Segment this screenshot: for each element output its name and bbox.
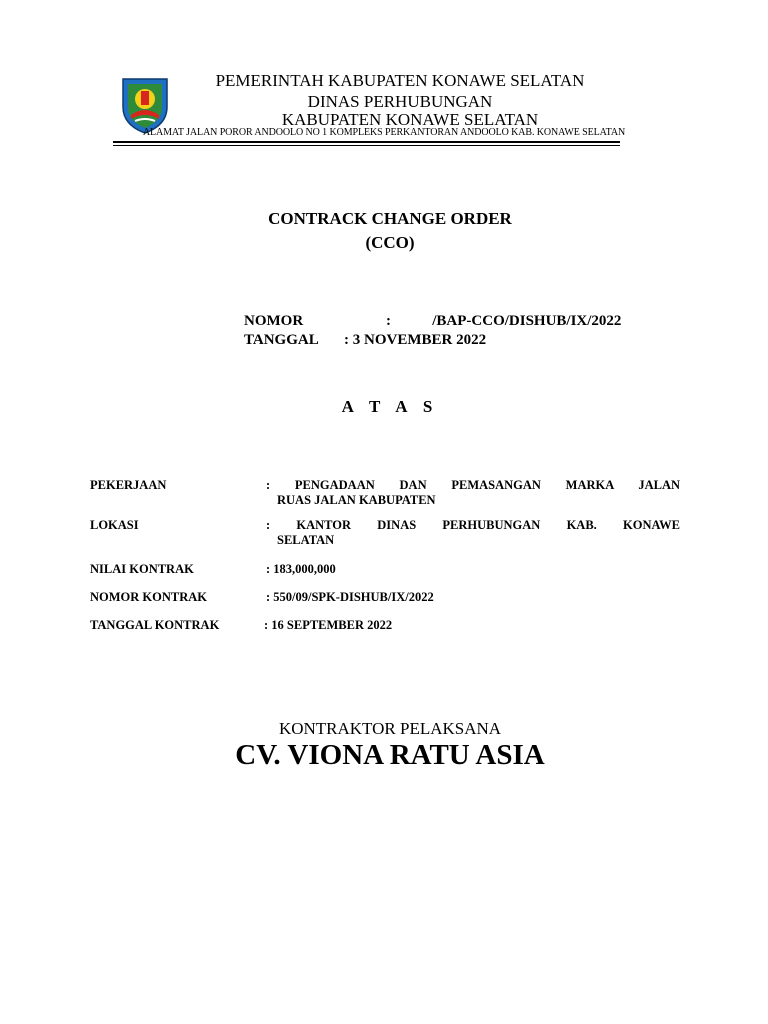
- letterhead-government: PEMERINTAH KABUPATEN KONAWE SELATAN: [215, 71, 585, 90]
- letterhead-agency: DINAS PERHUBUNGAN: [307, 92, 493, 111]
- nomor-row: [244, 313, 621, 330]
- nomor-label: NOMOR: [244, 313, 304, 329]
- tanggal-row: [244, 332, 486, 349]
- lokasi-value: [266, 518, 680, 548]
- contractor-name: CV. VIONA RATU ASIA: [235, 739, 545, 771]
- pekerjaan-value-line1: : PENGADAAN DAN PEMASANGAN MARKA JALAN: [266, 478, 680, 492]
- nomor-kontrak-value: : 550/09/SPK-DISHUB/IX/2022: [266, 590, 434, 604]
- lokasi-label: LOKASI: [90, 518, 139, 532]
- lokasi-value-line2: SELATAN: [277, 533, 335, 547]
- tanggal-kontrak-value: : 16 SEPTEMBER 2022: [264, 618, 393, 632]
- letterhead-regency: KABUPATEN KONAWE SELATAN: [281, 110, 539, 129]
- nilai-kontrak-value: : 183,000,000: [266, 562, 336, 576]
- tanggal-kontrak-label: TANGGAL KONTRAK: [90, 618, 220, 632]
- tanggal-value: : 3 NOVEMBER 2022: [344, 332, 487, 348]
- tanggal-label: TANGGAL: [244, 332, 319, 348]
- nomor-kontrak-label: NOMOR KONTRAK: [90, 590, 208, 604]
- pekerjaan-value-line2: RUAS JALAN KABUPATEN: [277, 493, 436, 507]
- letterhead-rule-thick: [113, 141, 620, 143]
- document-title: CONTRACK CHANGE ORDER: [268, 209, 512, 228]
- nilai-kontrak-label: NILAI KONTRAK: [90, 562, 194, 576]
- lokasi-value-line1: : KANTOR DINAS PERHUBUNGAN KAB. KONAWE: [266, 518, 680, 532]
- pekerjaan-value: [266, 478, 680, 508]
- nomor-value: : /BAP-CCO/DISHUB/IX/2022: [386, 313, 622, 329]
- pekerjaan-label: PEKERJAAN: [90, 478, 167, 492]
- letterhead-address: ALAMAT JALAN POROR ANDOOLO NO 1 KOMPLEKS PERKANTORAN ANDOOLO KAB. KONAWE SELATAN: [142, 127, 626, 138]
- contractor-label: KONTRAKTOR PELAKSANA: [278, 719, 502, 738]
- atas-heading: A T A S: [341, 397, 439, 416]
- letterhead-rule-thin: [113, 145, 620, 146]
- document-subtitle: (CCO): [365, 233, 415, 252]
